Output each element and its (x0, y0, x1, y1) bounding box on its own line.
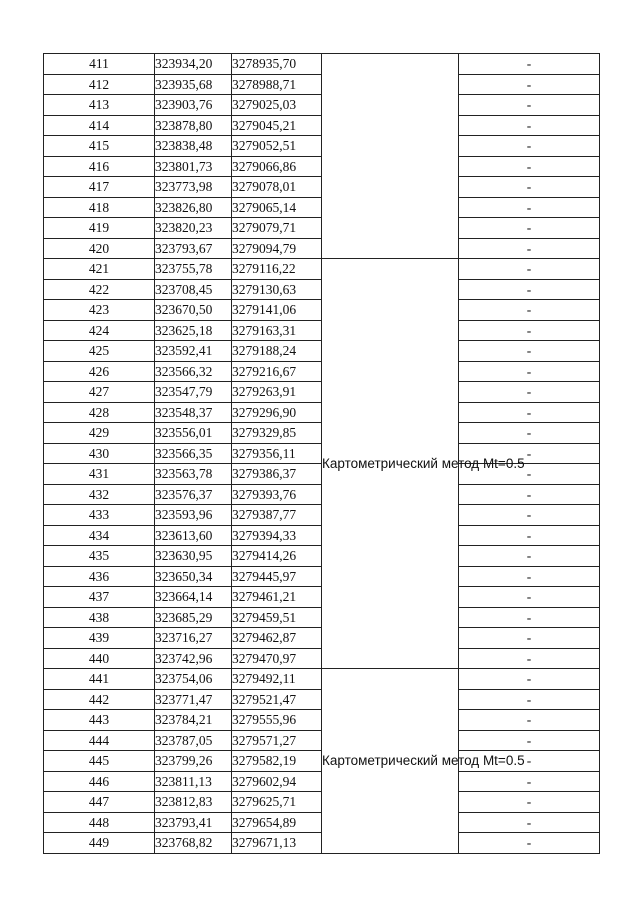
note-cell: - (459, 607, 600, 628)
table-row (44, 54, 600, 75)
x-coordinate-cell: 323593,96 (155, 505, 232, 526)
x-coordinate-cell: 323787,05 (155, 730, 232, 751)
y-coordinate-cell: 3279078,01 (232, 177, 322, 198)
note-cell: - (459, 730, 600, 751)
point-number-cell: 435 (44, 546, 155, 567)
y-coordinate-cell: 3279216,67 (232, 361, 322, 382)
y-coordinate-cell: 3278988,71 (232, 74, 322, 95)
note-cell: - (459, 669, 600, 690)
x-coordinate-cell: 323771,47 (155, 689, 232, 710)
note-cell: - (459, 402, 600, 423)
point-number-cell: 445 (44, 751, 155, 772)
point-number-cell: 418 (44, 197, 155, 218)
note-cell: - (459, 115, 600, 136)
point-number-cell: 436 (44, 566, 155, 587)
x-coordinate-cell: 323556,01 (155, 423, 232, 444)
note-cell: - (459, 320, 600, 341)
table-row (44, 669, 600, 690)
x-coordinate-cell: 323566,35 (155, 443, 232, 464)
note-cell: - (459, 136, 600, 157)
note-cell: - (459, 423, 600, 444)
note-cell: - (459, 382, 600, 403)
y-coordinate-cell: 3279094,79 (232, 238, 322, 259)
x-coordinate-cell: 323838,48 (155, 136, 232, 157)
method-cell (322, 54, 459, 259)
y-coordinate-cell: 3279045,21 (232, 115, 322, 136)
point-number-cell: 431 (44, 464, 155, 485)
point-number-cell: 419 (44, 218, 155, 239)
point-number-cell: 441 (44, 669, 155, 690)
x-coordinate-cell: 323773,98 (155, 177, 232, 198)
y-coordinate-cell: 3279521,47 (232, 689, 322, 710)
x-coordinate-cell: 323820,23 (155, 218, 232, 239)
y-coordinate-cell: 3279459,51 (232, 607, 322, 628)
note-cell: - (459, 74, 600, 95)
y-coordinate-cell: 3279141,06 (232, 300, 322, 321)
note-cell: - (459, 648, 600, 669)
note-cell: - (459, 628, 600, 649)
y-coordinate-cell: 3279065,14 (232, 197, 322, 218)
point-number-cell: 427 (44, 382, 155, 403)
y-coordinate-cell: 3279387,77 (232, 505, 322, 526)
method-cell: Картометрический метод Mt=0.5 (322, 669, 459, 854)
note-cell: - (459, 484, 600, 505)
note-cell: - (459, 361, 600, 382)
x-coordinate-cell: 323716,27 (155, 628, 232, 649)
y-coordinate-cell: 3279329,85 (232, 423, 322, 444)
point-number-cell: 443 (44, 710, 155, 731)
y-coordinate-cell: 3279188,24 (232, 341, 322, 362)
coordinates-table (43, 53, 600, 854)
y-coordinate-cell: 3278935,70 (232, 54, 322, 75)
table-row (44, 259, 600, 280)
note-cell: - (459, 156, 600, 177)
point-number-cell: 433 (44, 505, 155, 526)
point-number-cell: 444 (44, 730, 155, 751)
x-coordinate-cell: 323685,29 (155, 607, 232, 628)
point-number-cell: 424 (44, 320, 155, 341)
y-coordinate-cell: 3279461,21 (232, 587, 322, 608)
x-coordinate-cell: 323548,37 (155, 402, 232, 423)
note-cell: - (459, 95, 600, 116)
y-coordinate-cell: 3279470,97 (232, 648, 322, 669)
note-cell: - (459, 812, 600, 833)
x-coordinate-cell: 323793,41 (155, 812, 232, 833)
x-coordinate-cell: 323664,14 (155, 587, 232, 608)
point-number-cell: 447 (44, 792, 155, 813)
point-number-cell: 432 (44, 484, 155, 505)
note-cell: - (459, 300, 600, 321)
note-cell: - (459, 587, 600, 608)
x-coordinate-cell: 323934,20 (155, 54, 232, 75)
y-coordinate-cell: 3279394,33 (232, 525, 322, 546)
point-number-cell: 428 (44, 402, 155, 423)
y-coordinate-cell: 3279386,37 (232, 464, 322, 485)
point-number-cell: 434 (44, 525, 155, 546)
point-number-cell: 423 (44, 300, 155, 321)
x-coordinate-cell: 323566,32 (155, 361, 232, 382)
point-number-cell: 438 (44, 607, 155, 628)
point-number-cell: 448 (44, 812, 155, 833)
x-coordinate-cell: 323935,68 (155, 74, 232, 95)
x-coordinate-cell: 323826,80 (155, 197, 232, 218)
y-coordinate-cell: 3279582,19 (232, 751, 322, 772)
x-coordinate-cell: 323576,37 (155, 484, 232, 505)
x-coordinate-cell: 323742,96 (155, 648, 232, 669)
point-number-cell: 426 (44, 361, 155, 382)
y-coordinate-cell: 3279625,71 (232, 792, 322, 813)
point-number-cell: 420 (44, 238, 155, 259)
y-coordinate-cell: 3279602,94 (232, 771, 322, 792)
note-cell: - (459, 443, 600, 464)
y-coordinate-cell: 3279571,27 (232, 730, 322, 751)
note-cell: - (459, 566, 600, 587)
x-coordinate-cell: 323784,21 (155, 710, 232, 731)
x-coordinate-cell: 323547,79 (155, 382, 232, 403)
y-coordinate-cell: 3279356,11 (232, 443, 322, 464)
point-number-cell: 413 (44, 95, 155, 116)
note-cell: - (459, 505, 600, 526)
point-number-cell: 416 (44, 156, 155, 177)
note-cell: - (459, 259, 600, 280)
note-cell: - (459, 710, 600, 731)
x-coordinate-cell: 323755,78 (155, 259, 232, 280)
point-number-cell: 442 (44, 689, 155, 710)
note-cell: - (459, 341, 600, 362)
note-cell: - (459, 238, 600, 259)
y-coordinate-cell: 3279296,90 (232, 402, 322, 423)
coordinates-table-body (44, 54, 600, 854)
point-number-cell: 439 (44, 628, 155, 649)
y-coordinate-cell: 3279116,22 (232, 259, 322, 280)
y-coordinate-cell: 3279492,11 (232, 669, 322, 690)
note-cell: - (459, 751, 600, 772)
x-coordinate-cell: 323878,80 (155, 115, 232, 136)
point-number-cell: 425 (44, 341, 155, 362)
y-coordinate-cell: 3279079,71 (232, 218, 322, 239)
point-number-cell: 412 (44, 74, 155, 95)
y-coordinate-cell: 3279654,89 (232, 812, 322, 833)
note-cell: - (459, 792, 600, 813)
y-coordinate-cell: 3279555,96 (232, 710, 322, 731)
x-coordinate-cell: 323630,95 (155, 546, 232, 567)
method-cell: Картометрический метод Mt=0.5 (322, 259, 459, 669)
note-cell: - (459, 689, 600, 710)
note-cell: - (459, 279, 600, 300)
y-coordinate-cell: 3279671,13 (232, 833, 322, 854)
y-coordinate-cell: 3279130,63 (232, 279, 322, 300)
point-number-cell: 411 (44, 54, 155, 75)
point-number-cell: 449 (44, 833, 155, 854)
point-number-cell: 440 (44, 648, 155, 669)
x-coordinate-cell: 323811,13 (155, 771, 232, 792)
x-coordinate-cell: 323670,50 (155, 300, 232, 321)
y-coordinate-cell: 3279052,51 (232, 136, 322, 157)
note-cell: - (459, 54, 600, 75)
y-coordinate-cell: 3279163,31 (232, 320, 322, 341)
x-coordinate-cell: 323903,76 (155, 95, 232, 116)
note-cell: - (459, 771, 600, 792)
point-number-cell: 422 (44, 279, 155, 300)
note-cell: - (459, 464, 600, 485)
x-coordinate-cell: 323592,41 (155, 341, 232, 362)
note-cell: - (459, 177, 600, 198)
note-cell: - (459, 218, 600, 239)
note-cell: - (459, 546, 600, 567)
x-coordinate-cell: 323754,06 (155, 669, 232, 690)
x-coordinate-cell: 323768,82 (155, 833, 232, 854)
y-coordinate-cell: 3279414,26 (232, 546, 322, 567)
x-coordinate-cell: 323799,26 (155, 751, 232, 772)
point-number-cell: 429 (44, 423, 155, 444)
x-coordinate-cell: 323793,67 (155, 238, 232, 259)
point-number-cell: 417 (44, 177, 155, 198)
x-coordinate-cell: 323650,34 (155, 566, 232, 587)
y-coordinate-cell: 3279263,91 (232, 382, 322, 403)
note-cell: - (459, 833, 600, 854)
point-number-cell: 446 (44, 771, 155, 792)
note-cell: - (459, 525, 600, 546)
x-coordinate-cell: 323812,83 (155, 792, 232, 813)
x-coordinate-cell: 323613,60 (155, 525, 232, 546)
x-coordinate-cell: 323708,45 (155, 279, 232, 300)
y-coordinate-cell: 3279025,03 (232, 95, 322, 116)
point-number-cell: 437 (44, 587, 155, 608)
x-coordinate-cell: 323563,78 (155, 464, 232, 485)
y-coordinate-cell: 3279066,86 (232, 156, 322, 177)
y-coordinate-cell: 3279393,76 (232, 484, 322, 505)
x-coordinate-cell: 323801,73 (155, 156, 232, 177)
point-number-cell: 421 (44, 259, 155, 280)
note-cell: - (459, 197, 600, 218)
point-number-cell: 414 (44, 115, 155, 136)
y-coordinate-cell: 3279462,87 (232, 628, 322, 649)
point-number-cell: 415 (44, 136, 155, 157)
y-coordinate-cell: 3279445,97 (232, 566, 322, 587)
point-number-cell: 430 (44, 443, 155, 464)
x-coordinate-cell: 323625,18 (155, 320, 232, 341)
